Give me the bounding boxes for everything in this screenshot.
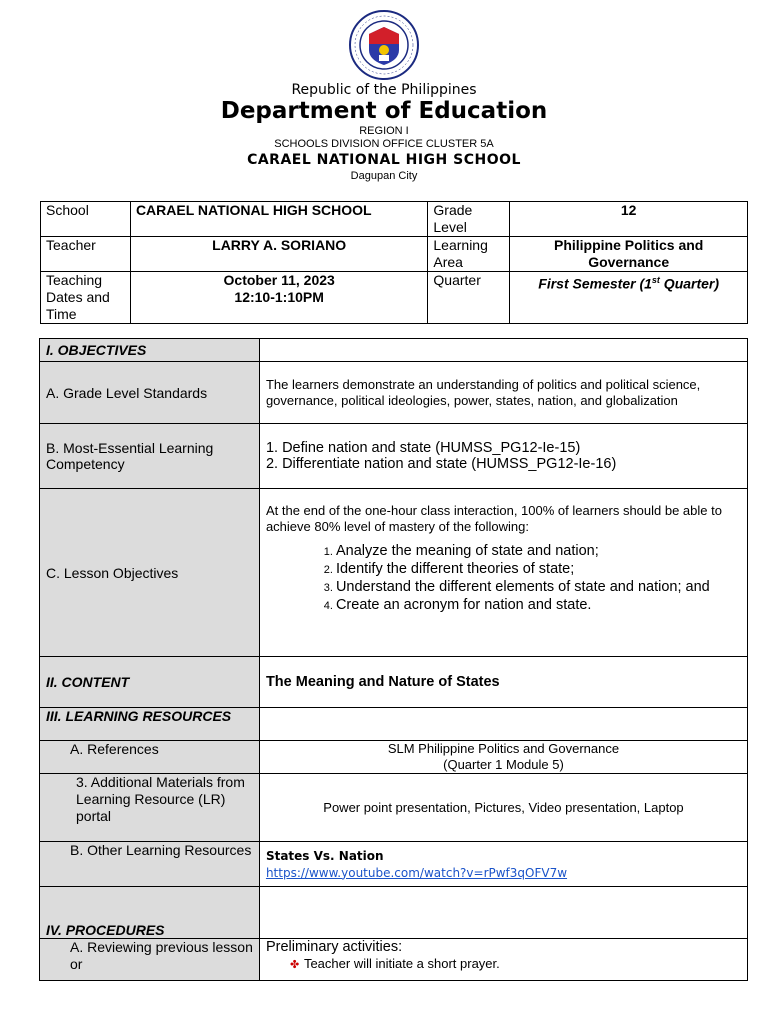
lesson-info-table bbox=[40, 201, 748, 324]
grade-value: 12 bbox=[510, 202, 748, 237]
department-title: Department of Education bbox=[220, 98, 548, 124]
quarter-label: Quarter bbox=[428, 272, 510, 324]
lesson-objectives-intro: At the end of the one-hour class interaction, 100% of learners should be able to achieve 80% level of mastery of the following: bbox=[265, 503, 722, 534]
list-item: 3. Understand the different elements of state and nation; and bbox=[336, 579, 741, 595]
lesson-objectives-value bbox=[259, 489, 747, 657]
competency-value bbox=[259, 424, 747, 489]
references-value: SLM Philippine Politics and Governance (Quarter 1 Module 5) bbox=[259, 741, 747, 774]
lesson-objectives-list bbox=[266, 543, 741, 613]
procedures-empty-cell bbox=[259, 887, 747, 939]
learning-resources-empty-cell bbox=[259, 708, 747, 741]
content-heading: II. CONTENT bbox=[40, 657, 260, 708]
teaching-dates-value: October 11, 2023 12:10-1:10PM bbox=[130, 272, 427, 324]
preliminary-activities: Preliminary activities: bbox=[265, 939, 403, 955]
lesson-plan-table bbox=[39, 338, 748, 981]
reviewing-lesson-value bbox=[259, 939, 747, 981]
school-name-title: CARAEL NATIONAL HIGH SCHOOL bbox=[247, 152, 521, 168]
arrow-bullet-icon: ✤ bbox=[289, 959, 300, 971]
list-item: ✤ Teacher will initiate a short prayer. bbox=[289, 956, 500, 971]
video-link[interactable]: https://www.youtube.com/watch?v=rPwf3qOFV7w bbox=[265, 865, 568, 880]
references-label: A. References bbox=[40, 741, 260, 774]
additional-materials-label: 3. Additional Materials from Learning Resource (LR) portal bbox=[40, 774, 260, 842]
objectives-heading: I. OBJECTIVES bbox=[40, 339, 260, 362]
list-item: 2. Identify the different theories of state; bbox=[336, 561, 741, 577]
procedures-heading: IV. PROCEDURES bbox=[40, 887, 260, 939]
competency-item: 1. Define nation and state (HUMSS_PG12-Ie-15) bbox=[265, 440, 581, 456]
deped-seal-logo bbox=[349, 10, 419, 80]
lesson-objectives-label: C. Lesson Objectives bbox=[40, 489, 260, 657]
teacher-value: LARRY A. SORIANO bbox=[130, 237, 427, 272]
competency-item: 2. Differentiate nation and state (HUMSS_PG12-Ie-16) bbox=[265, 456, 617, 472]
competency-label: B. Most-Essential Learning Competency bbox=[40, 424, 260, 489]
learning-area-label: Learning Area bbox=[428, 237, 510, 272]
teacher-label: Teacher bbox=[41, 237, 131, 272]
content-value: The Meaning and Nature of States bbox=[259, 657, 747, 708]
additional-materials-value: Power point presentation, Pictures, Video presentation, Laptop bbox=[259, 774, 747, 842]
other-resources-label: B. Other Learning Resources bbox=[40, 842, 260, 887]
grade-standards-label: A. Grade Level Standards bbox=[40, 362, 260, 424]
grade-label: Grade Level bbox=[428, 202, 510, 237]
quarter-value: First Semester (1st Quarter) bbox=[510, 272, 748, 324]
city-line: Dagupan City bbox=[350, 170, 418, 182]
video-title: States Vs. Nation bbox=[265, 848, 384, 863]
region-line: REGION I bbox=[359, 125, 409, 137]
school-value: CARAEL NATIONAL HIGH SCHOOL bbox=[130, 202, 427, 237]
teaching-dates-label: Teaching Dates and Time bbox=[41, 272, 131, 324]
learning-resources-heading: III. LEARNING RESOURCES bbox=[40, 708, 260, 741]
grade-standards-value: The learners demonstrate an understanding of politics and political science, governance, political ideologies, power, states, nation, and globalization bbox=[259, 362, 747, 424]
republic-line: Republic of the Philippines bbox=[291, 82, 477, 98]
division-line: SCHOOLS DIVISION OFFICE CLUSTER 5A bbox=[274, 138, 494, 150]
list-item: 1. Analyze the meaning of state and nation; bbox=[336, 543, 741, 559]
school-label: School bbox=[41, 202, 131, 237]
objectives-empty-cell bbox=[259, 339, 747, 362]
reviewing-lesson-label: A. Reviewing previous lesson or bbox=[40, 939, 260, 981]
learning-area-value: Philippine Politics and Governance bbox=[510, 237, 748, 272]
other-resources-value bbox=[259, 842, 747, 887]
list-item: 4. Create an acronym for nation and state. bbox=[336, 597, 741, 613]
